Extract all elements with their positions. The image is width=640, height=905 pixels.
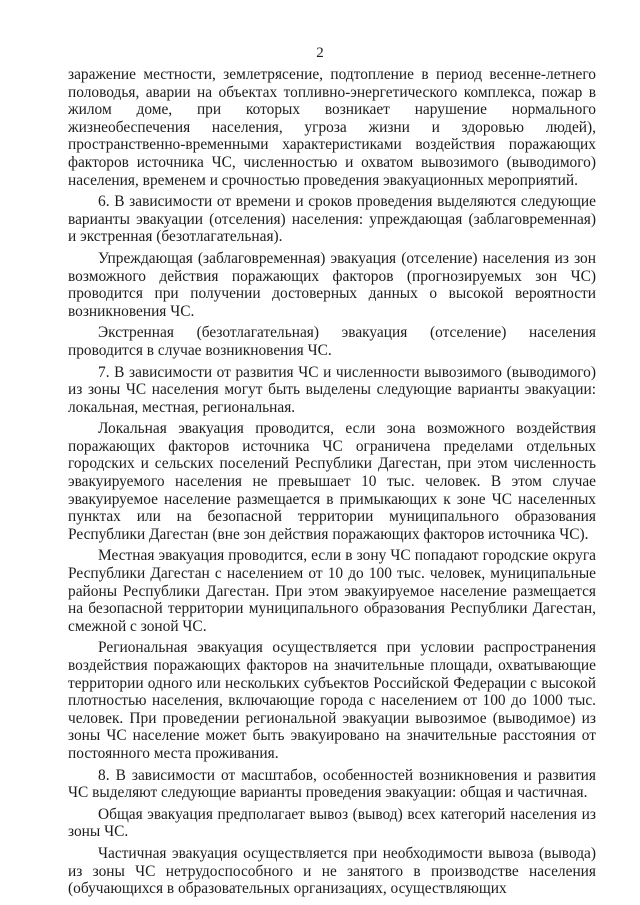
paragraph: Общая эвакуация предполагает вывоз (вывод) всех категорий населения из зоны ЧС. (68, 805, 596, 841)
page-number: 2 (316, 45, 324, 61)
paragraph: заражение местности, землетрясение, подтопление в период весенне-летнего половодья, аварии на объектах топливно-энергетического комплекса, пожар в жилом доме, при которых возникает нарушение нормального жизнеобеспечения населения, угроза жизни и здоровью людей), пространственно-временными характеристиками воздействия поражающих факторов источника ЧС, численностью и охватом вывозимого (выводимого) населения, временем и срочностью проведения эвакуационных мероприятий. (68, 66, 596, 189)
paragraph: 7. В зависимости от развития ЧС и численности вывозимого (выводимого) из зоны ЧС населения могут быть выделены следующие варианты эвакуации: локальная, местная, региональная. (68, 363, 596, 416)
paragraph: Региональная эвакуация осуществляется при условии распространения воздействия поражающих факторов на значительные площади, охватывающие территории одного или нескольких субъектов Российской Федерации с высокой плотностью населения, включающие города с населением от 100 до 1000 тыс. человек. При проведении региональной эвакуации вывозимое (выводимое) из зоны ЧС население может быть эвакуировано на значительные расстояния от постоянного места проживания. (68, 639, 596, 762)
paragraph: 8. В зависимости от масштабов, особенностей возникновения и развития ЧС выделяют следующие варианты проведения эвакуации: общая и частичная. (68, 766, 596, 802)
paragraph: Локальная эвакуация проводится, если зона возможного воздействия поражающих факторов источника ЧС ограничена пределами отдельных городских и сельских поселений Республики Дагестан, при этом численность эвакуируемого населения не превышает 10 тыс. человек. В этом случае эвакуируемое население размещается в примыкающих к зоне ЧС населенных пунктах или на безопасной территории муниципального образования Республики Дагестан (вне зон действия поражающих факторов источника ЧС). (68, 420, 596, 543)
paragraph: 6. В зависимости от времени и сроков проведения выделяются следующие варианты эвакуации (отселения) населения: упреждающая (заблаговременная) и экстренная (безотлагательная). (68, 193, 596, 246)
paragraph: Упреждающая (заблаговременная) эвакуация (отселение) населения из зон возможного действия поражающих факторов (прогнозируемых зон ЧС) проводится при получении достоверных данных о высокой вероятности возникновения ЧС. (68, 249, 596, 320)
paragraph: Частичная эвакуация осуществляется при необходимости вывоза (вывода) из зоны ЧС нетрудоспособного и не занятого в производстве населения (обучающихся в образовательных организациях, осуществляющих (68, 844, 596, 898)
paragraph: Местная эвакуация проводится, если в зону ЧС попадают городские округа Республики Дагестан с населением от 10 до 100 тыс. человек, муниципальные районы Республики Дагестан. При этом эвакуируемое население размещается на безопасной территории муниципального образования Республики Дагестан, смежной с зоной ЧС. (68, 547, 596, 635)
document-body (68, 66, 596, 900)
paragraph: Экстренная (безотлагательная) эвакуация (отселение) населения проводится в случае возникновения ЧС. (68, 324, 596, 359)
